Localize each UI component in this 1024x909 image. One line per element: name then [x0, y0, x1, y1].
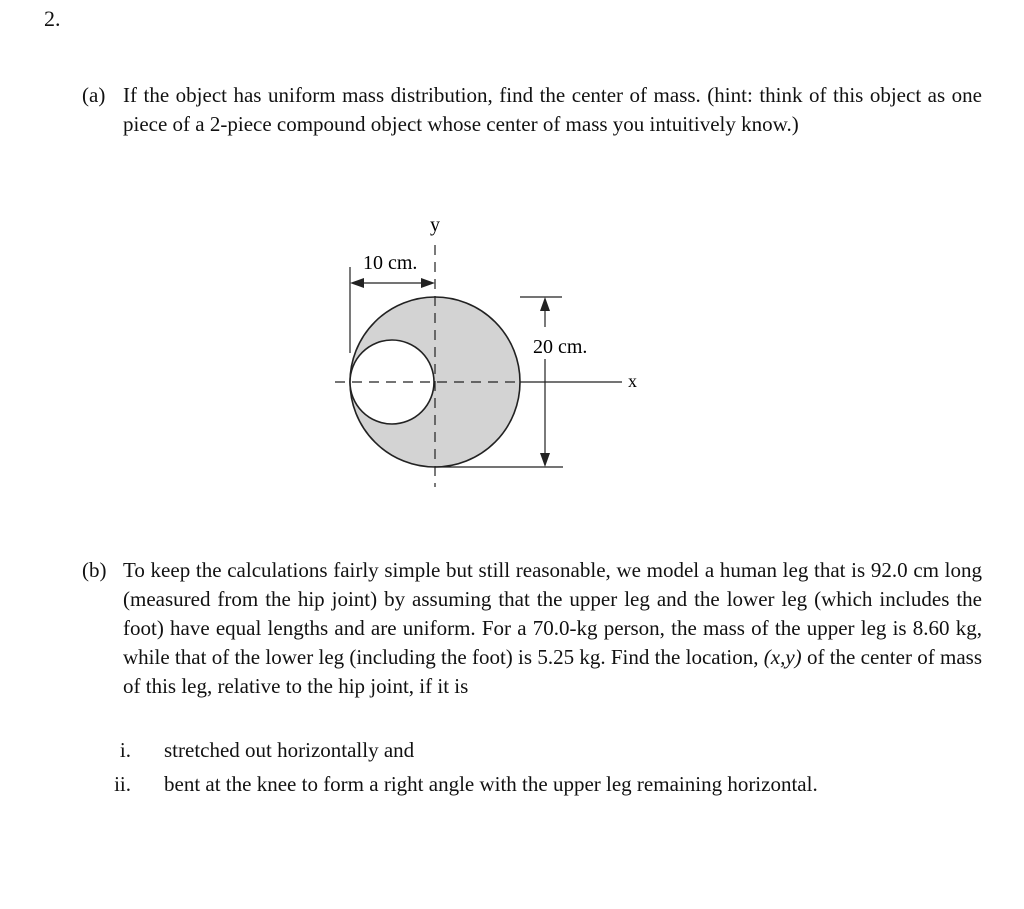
- large-dimension-arrowhead-bottom: [540, 453, 550, 467]
- part-a-label: (a): [82, 83, 106, 107]
- list-item: [82, 770, 982, 804]
- part-b-text-1: To keep the calculations fairly simple but still reasonable, we model a human leg that is 92.0 cm long (measured from the hip joint) by assuming that the upper leg and the lower leg (which includes the foot) have equal lengths and are uniform. For a 70.0-kg person, the mass of the upper leg is 8.60 kg, while that of the lower leg (including the foot) is 5.25 kg. Find the location,: [123, 558, 982, 669]
- problem-number: 2.: [44, 6, 61, 31]
- subitem-text: bent at the knee to form a right angle with the upper leg remaining horizontal.: [164, 772, 818, 796]
- part-b-coordinate: (x,y): [763, 645, 802, 669]
- subitem-label: ii.: [114, 772, 131, 796]
- small-dimension-arrowhead-right: [421, 278, 435, 288]
- part-b-text-2: of the center of mass of this leg, relative to the hip joint, if it is: [123, 645, 982, 698]
- part-a-text: If the object has uniform mass distribution, find the center of mass. (hint: think of this object as one piece of a 2-piece compound object whose center of mass you intuitively know.): [123, 83, 982, 136]
- subitem-text: stretched out horizontally and: [164, 738, 415, 762]
- large-dimension-arrowhead-top: [540, 297, 550, 311]
- part-a: [82, 81, 982, 139]
- center-of-mass-figure: [330, 205, 660, 490]
- part-b-text: [123, 556, 982, 701]
- subitem-list: [82, 736, 982, 804]
- part-b: [82, 556, 982, 701]
- small-dimension-arrowhead-left: [350, 278, 364, 288]
- y-axis-label: y: [430, 214, 440, 236]
- large-dimension-label: 20 cm.: [533, 336, 588, 358]
- part-b-label: (b): [82, 558, 107, 582]
- list-item: [82, 736, 982, 770]
- small-dimension-label: 10 cm.: [363, 252, 418, 274]
- x-axis-label: x: [628, 371, 637, 391]
- subitem-label: i.: [119, 738, 131, 762]
